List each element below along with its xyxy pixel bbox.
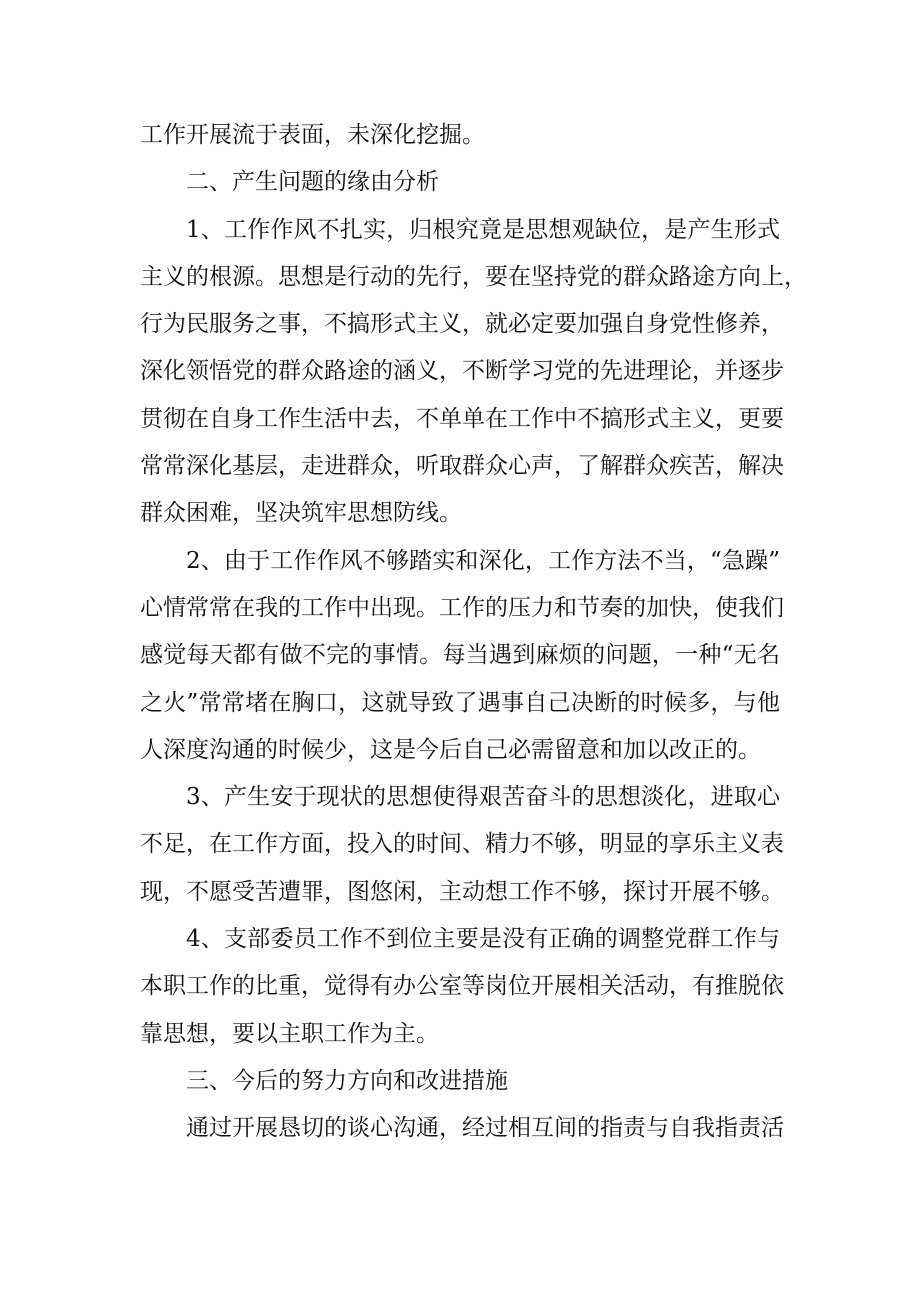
text-line: 1、工作作风不扎实，归根究竟是思想观缺位，是产生形式 [186, 216, 780, 243]
text-line: 人深度沟通的时候少，这是今后自己必需留意和加以改正的。 [140, 736, 761, 763]
document-body [140, 112, 807, 1153]
text-line: 心情常常在我的工作中出现。工作的压力和节奏的加快，使我们 [140, 594, 784, 621]
text-line: 行为民服务之事，不搞形式主义，就必定要加强自身党性修养， [140, 311, 784, 338]
section-heading: 三、今后的努力方向和改进措施 [186, 1067, 508, 1094]
text-line: 通过开展恳切的谈心沟通，经过相互间的指责与自我指责活 [186, 1115, 784, 1142]
text-line: 感觉每天都有做不完的事情。每当遇到麻烦的问题，一种“无名 [140, 642, 780, 669]
text-line: 常常深化基层，走进群众，听取群众心声，了解群众疾苦，解决 [140, 453, 784, 480]
text-line: 3、产生安于现状的思想使得艰苦奋斗的思想淡化，进取心 [186, 784, 780, 811]
text-line: 2、由于工作作风不够踏实和深化，工作方法不当，“急躁” [186, 547, 780, 574]
text-line: 群众困难，坚决筑牢思想防线。 [140, 500, 462, 527]
text-line: 靠思想，要以主职工作为主。 [140, 1020, 439, 1047]
text-line: 4、支部委员工作不到位主要是没有正确的调整党群工作与 [186, 926, 780, 953]
text-line: 贯彻在自身工作生活中去，不单单在工作中不搞形式主义，更要 [140, 405, 784, 432]
text-line: 不足，在工作方面，投入的时间、精力不够，明显的享乐主义表 [140, 831, 784, 858]
text-line: 主义的根源。思想是行动的先行，要在坚持党的群众路途方向上， [140, 263, 807, 290]
text-line: 现，不愿受苦遭罪，图悠闲，主动想工作不够，探讨开展不够。 [140, 878, 784, 905]
section-heading: 二、产生问题的缘由分析 [186, 169, 439, 196]
text-line: 之火”常常堵在胸口，这就导致了遇事自己决断的时候多，与他 [140, 689, 780, 716]
text-line: 深化领悟党的群众路途的涵义，不断学习党的先进理论，并逐步 [140, 358, 784, 385]
text-line: 工作开展流于表面，未深化挖掘。 [140, 122, 485, 148]
text-line: 本职工作的比重，觉得有办公室等岗位开展相关活动，有推脱依 [140, 973, 784, 1000]
